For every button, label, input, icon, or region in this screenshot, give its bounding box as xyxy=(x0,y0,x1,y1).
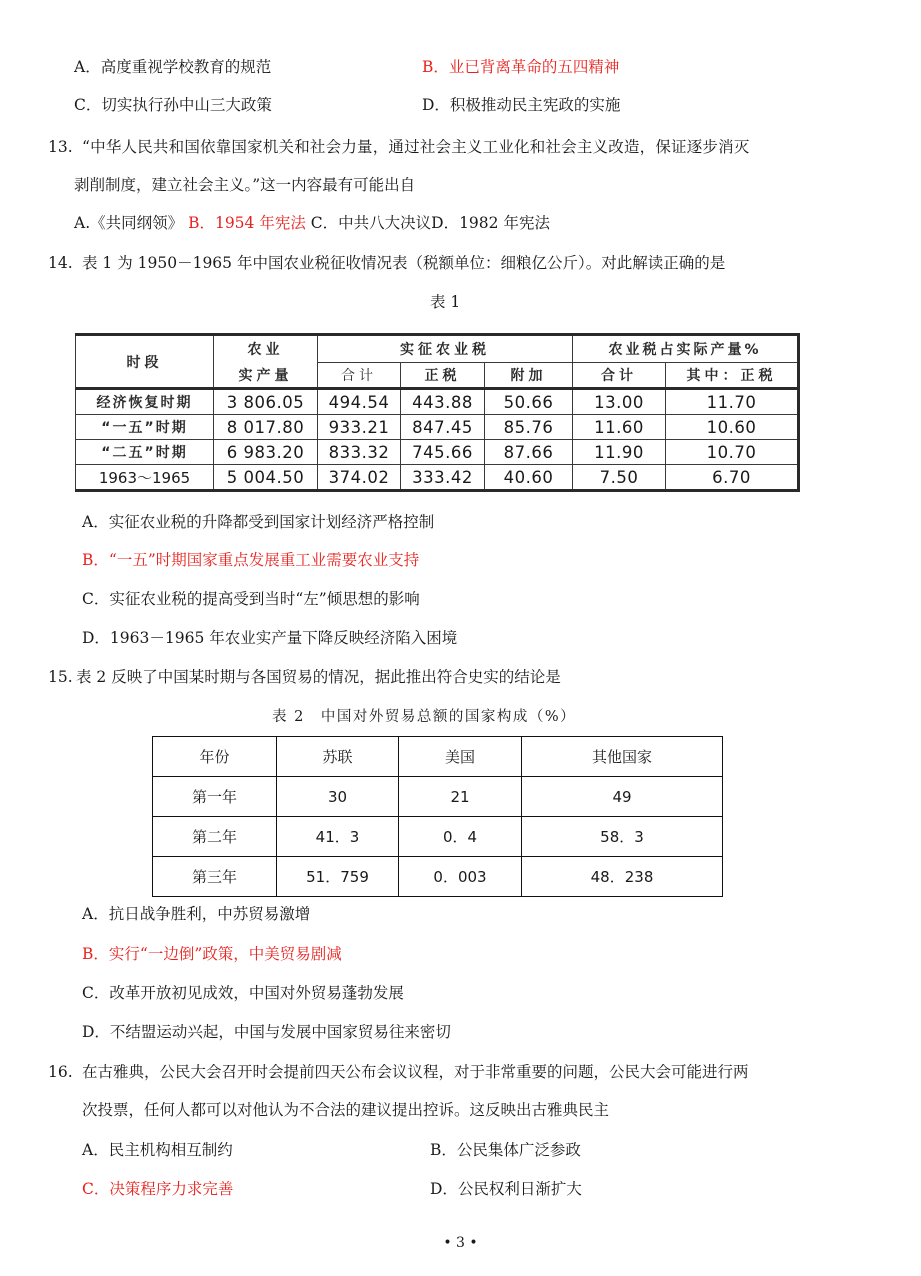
q15-stem: 表 2 反映了中国某时期与各国贸易的情况，据此推出符合史实的结论是 xyxy=(76,668,561,686)
table1-cell-regular: 847.45 xyxy=(401,415,485,440)
table-row xyxy=(76,440,799,465)
table2-cell-others: 58．3 xyxy=(522,817,723,857)
q16-option-c-answer: C．决策程序力求完善 xyxy=(82,1180,234,1198)
q14-option-b-answer: B．“一五”时期国家重点发展重工业需要农业支持 xyxy=(82,551,420,569)
q12-option-a: A．高度重视学校教育的规范 xyxy=(74,58,272,76)
table1-cell-output: 3 806.05 xyxy=(214,389,318,415)
table2-cell-ussr: 51．759 xyxy=(277,857,399,897)
q14-stem: 表 1 为 1950－1965 年中国农业税征收情况表（税额单位：细粮亿公斤）。对此解读正确的是 xyxy=(82,254,726,272)
table1-agricultural-tax xyxy=(75,333,800,492)
table1-cell-ratio-total: 7.50 xyxy=(573,465,666,491)
table1-cell-ratio-total: 11.60 xyxy=(573,415,666,440)
table2-cell-usa: 0．4 xyxy=(399,817,522,857)
table1-cell-total: 933.21 xyxy=(318,415,401,440)
table1-cell-period: “二五”时期 xyxy=(76,440,214,465)
table2-cell-usa: 0．003 xyxy=(399,857,522,897)
table1-sub-regular: 正税 xyxy=(401,363,485,389)
table-row xyxy=(153,857,723,897)
table1-cell-regular: 745.66 xyxy=(401,440,485,465)
table2-cell-usa: 21 xyxy=(399,777,522,817)
q15-option-c: C．改革开放初见成效，中国对外贸易蓬勃发展 xyxy=(82,984,404,1002)
table1-cell-period: 1963～1965 xyxy=(76,465,214,491)
table1-cell-ratio-total: 13.00 xyxy=(573,389,666,415)
q15-option-b-answer: B．实行“一边倒”政策，中美贸易剧减 xyxy=(82,945,342,963)
table1-cell-surcharge: 50.66 xyxy=(485,389,573,415)
table-row xyxy=(76,389,799,415)
table1-cell-ratio-total: 11.90 xyxy=(573,440,666,465)
table1-cell-ratio-regular: 6.70 xyxy=(666,465,799,491)
table1-cell-ratio-regular: 11.70 xyxy=(666,389,799,415)
table2-cell-year: 第二年 xyxy=(153,817,277,857)
q16-stem-line1: 在古雅典，公民大会召开时会提前四天公布会议议程，对于非常重要的问题，公民大会可能进行两 xyxy=(82,1063,749,1081)
table1-header-ratio: 农业税占实际产量% xyxy=(573,335,799,363)
q16-option-d: D．公民权利日渐扩大 xyxy=(430,1180,582,1198)
table2-cell-year: 第一年 xyxy=(153,777,277,817)
page-number: • 3 • xyxy=(443,1235,478,1251)
table2-header-others: 其他国家 xyxy=(522,737,723,777)
q14-option-a: A．实征农业税的升降都受到国家计划经济严格控制 xyxy=(82,513,435,531)
table1-cell-surcharge: 40.60 xyxy=(485,465,573,491)
table1-sub-ratio-total: 合计 xyxy=(573,363,666,389)
table2-trade-composition xyxy=(152,736,723,897)
table-header-row xyxy=(153,737,723,777)
q13-number: 13. xyxy=(48,138,73,156)
table2-header-year: 年份 xyxy=(153,737,277,777)
table2-cell-year: 第三年 xyxy=(153,857,277,897)
table1-cell-surcharge: 87.66 xyxy=(485,440,573,465)
q15-option-d: D．不结盟运动兴起，中国与发展中国家贸易往来密切 xyxy=(82,1023,451,1041)
table-row xyxy=(153,777,723,817)
table2-cell-others: 48．238 xyxy=(522,857,723,897)
table1-cell-total: 494.54 xyxy=(318,389,401,415)
table1-cell-ratio-regular: 10.70 xyxy=(666,440,799,465)
q13-option-c: C．中共八大决议 xyxy=(310,214,432,232)
q16-stem-line2: 次投票，任何人都可以对他认为不合法的建议提出控诉。这反映出古雅典民主 xyxy=(82,1101,610,1119)
q15-number: 15. xyxy=(48,668,73,686)
q16-option-b: B．公民集体广泛参政 xyxy=(430,1141,581,1159)
table2-cell-others: 49 xyxy=(522,777,723,817)
table1-cell-regular: 443.88 xyxy=(401,389,485,415)
table1-cell-output: 5 004.50 xyxy=(214,465,318,491)
table2-caption: 表 2 中国对外贸易总额的国家构成（%） xyxy=(272,709,577,725)
table1-cell-output: 6 983.20 xyxy=(214,440,318,465)
table1-caption: 表 1 xyxy=(430,293,461,311)
table1-cell-total: 833.32 xyxy=(318,440,401,465)
table1-sub-surcharge: 附加 xyxy=(485,363,573,389)
table-row xyxy=(153,817,723,857)
table1-cell-surcharge: 85.76 xyxy=(485,415,573,440)
table1-cell-output: 8 017.80 xyxy=(214,415,318,440)
table1-cell-period: “一五”时期 xyxy=(76,415,214,440)
table1-cell-regular: 333.42 xyxy=(401,465,485,491)
table2-cell-ussr: 30 xyxy=(277,777,399,817)
table1-cell-total: 374.02 xyxy=(318,465,401,491)
q13-stem-line2: 剥削制度，建立社会主义。”这一内容最有可能出自 xyxy=(74,176,416,194)
q14-option-c: C．实征农业税的提高受到当时“左”倾思想的影响 xyxy=(82,590,420,608)
q16-number: 16. xyxy=(48,1063,73,1081)
table2-cell-ussr: 41．3 xyxy=(277,817,399,857)
q16-option-a: A．民主机构相互制约 xyxy=(82,1141,233,1159)
table1-header-levied: 实征农业税 xyxy=(318,335,573,363)
table1-header-output-line1: 农业 xyxy=(214,335,318,363)
q14-option-d: D．1963－1965 年农业实产量下降反映经济陷入困境 xyxy=(82,629,458,647)
table1-cell-period: 经济恢复时期 xyxy=(76,389,214,415)
table-row xyxy=(76,415,799,440)
q13-option-a: A.《共同纲领》 xyxy=(74,214,184,232)
q12-option-c: C．切实执行孙中山三大政策 xyxy=(74,96,272,114)
q13-options xyxy=(74,213,550,233)
q12-option-d: D．积极推动民主宪政的实施 xyxy=(422,96,621,114)
q15-option-a: A．抗日战争胜利，中苏贸易激增 xyxy=(82,905,311,923)
table1-header-period: 时段 xyxy=(76,335,214,389)
q12-option-b-answer: B．业已背离革命的五四精神 xyxy=(422,58,620,76)
q14-number: 14. xyxy=(48,254,73,272)
q13-option-d: D．1982 年宪法 xyxy=(431,214,550,232)
table2-header-ussr: 苏联 xyxy=(277,737,399,777)
q13-option-b-answer: B．1954 年宪法 xyxy=(188,214,306,232)
table1-cell-ratio-regular: 10.60 xyxy=(666,415,799,440)
q13-stem-line1: “中华人民共和国依靠国家机关和社会力量，通过社会主义工业化和社会主义改造，保证逐步消灭 xyxy=(82,138,750,156)
table1-sub-ratio-regular: 其中：正税 xyxy=(666,363,799,389)
table-row xyxy=(76,465,799,491)
table1-sub-total: 合计 xyxy=(318,363,401,389)
table1-header-output-line2: 实产量 xyxy=(214,363,318,389)
table2-header-usa: 美国 xyxy=(399,737,522,777)
